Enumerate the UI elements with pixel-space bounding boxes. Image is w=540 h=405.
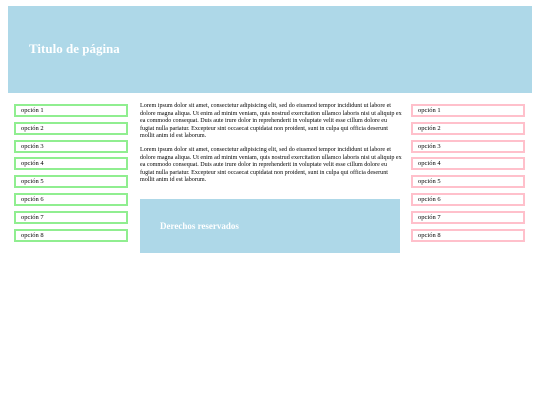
- left-nav-item-7[interactable]: opción 7: [14, 211, 128, 224]
- left-nav: [14, 104, 128, 246]
- left-nav-item-6[interactable]: opción 6: [14, 193, 128, 206]
- left-nav-item-5[interactable]: opción 5: [14, 175, 128, 188]
- right-nav-item-7[interactable]: opción 7: [411, 211, 525, 224]
- left-nav-item-3[interactable]: opción 3: [14, 140, 128, 153]
- right-nav-item-1[interactable]: opción 1: [411, 104, 525, 117]
- right-nav-item-2[interactable]: opción 2: [411, 122, 525, 135]
- left-nav-item-1[interactable]: opción 1: [14, 104, 128, 117]
- paragraph-2: Lorem ipsum dolor sit amet, consectetur adipisicing elit, sed do eiusmod tempor incididunt ut labore et dolore magna aliqua. Ut enim ad minim veniam, quis nostrud exercitation ullamco laboris nisi ut aliquip ex ea commodo consequat. Duis aute irure dolor in reprehenderit in voluptate velit esse cillum dolore eu fugiat nulla pariatur. Excepteur sint occaecat cupidatat non proident, sunt in culpa qui officia deserunt mollit anim id est laborum.: [140, 146, 402, 184]
- page-title: Titulo de página: [29, 41, 120, 56]
- left-nav-item-4[interactable]: opción 4: [14, 157, 128, 170]
- paragraph-1: Lorem ipsum dolor sit amet, consectetur adipisicing elit, sed do eiusmod tempor incididunt ut labore et dolore magna aliqua. Ut enim ad minim veniam, quis nostrud exercitation ullamco laboris nisi ut aliquip ex ea commodo consequat. Duis aute irure dolor in reprehenderit in voluptate velit esse cillum dolore eu fugiat nulla pariatur. Excepteur sint occaecat cupidatat non proident, sunt in culpa qui officia deserunt mollit anim id est laborum.: [140, 103, 402, 140]
- right-nav-item-4[interactable]: opción 4: [411, 157, 525, 170]
- right-nav: [411, 104, 525, 246]
- right-nav-item-3[interactable]: opción 3: [411, 140, 525, 153]
- right-nav-item-6[interactable]: opción 6: [411, 193, 525, 206]
- left-nav-item-8[interactable]: opción 8: [14, 229, 128, 242]
- right-nav-item-8[interactable]: opción 8: [411, 229, 525, 242]
- page-header: [8, 6, 532, 93]
- main-content: [140, 103, 402, 191]
- footer-text: Derechos reservados: [160, 221, 239, 231]
- page-footer: [140, 199, 400, 253]
- left-nav-item-2[interactable]: opción 2: [14, 122, 128, 135]
- right-nav-item-5[interactable]: opción 5: [411, 175, 525, 188]
